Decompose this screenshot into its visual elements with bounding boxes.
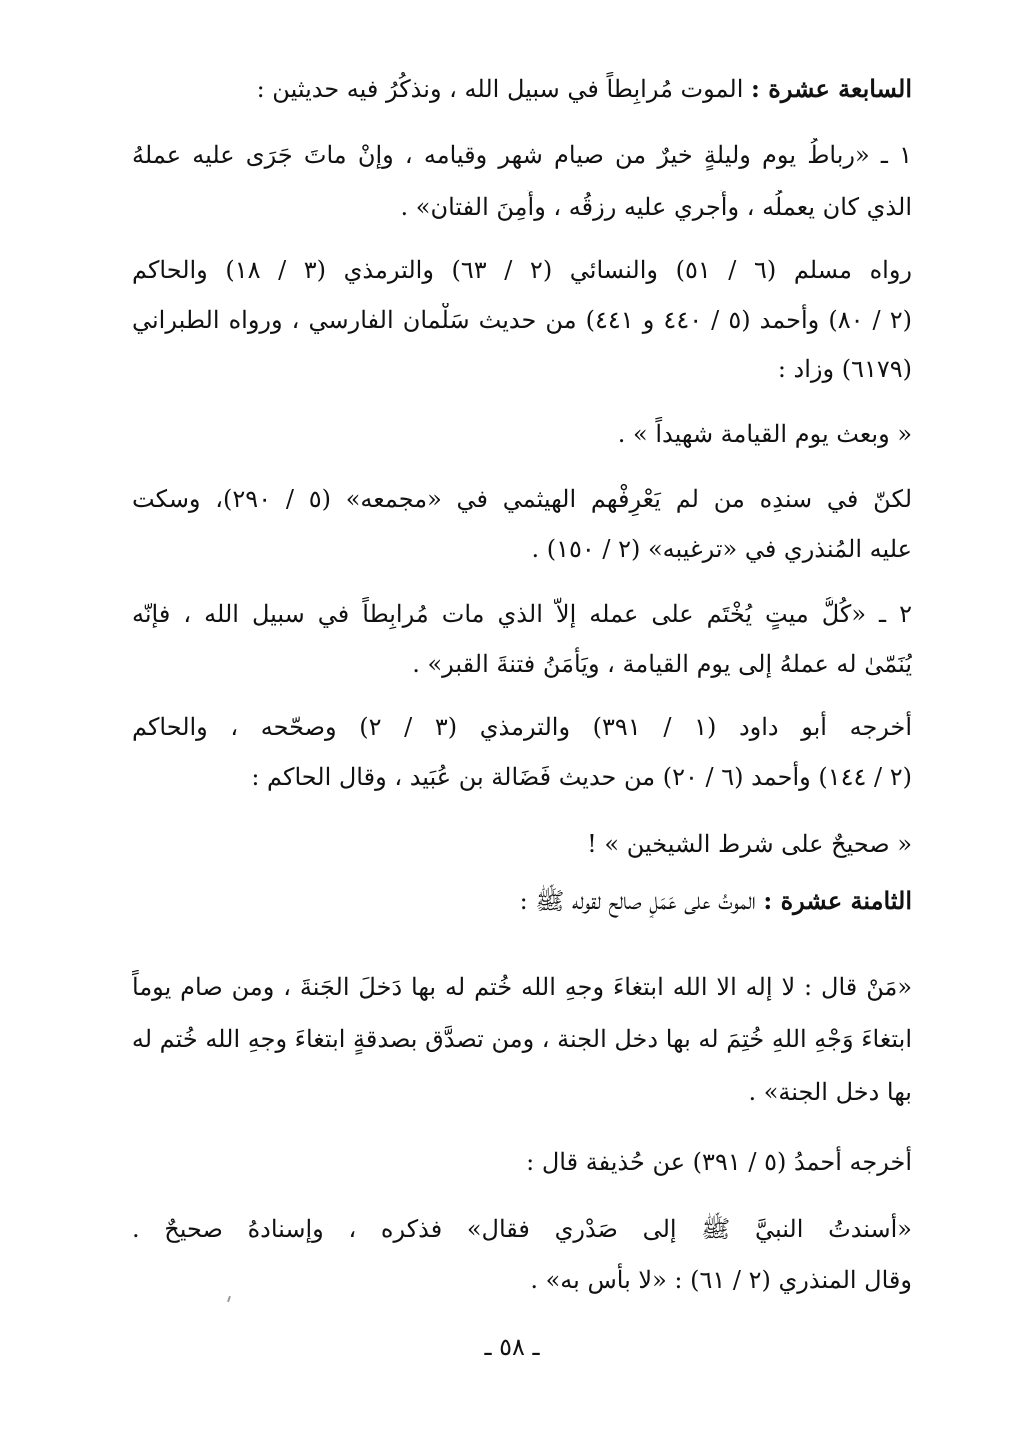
takhrij-1-line-2: (٢ / ٨٠) وأحمد (٥ / ٤٤٠ و ٤٤١) من حديث سَلْمان الفارسي ، ورواه الطبراني [132, 306, 912, 334]
print-speck [227, 1296, 231, 1302]
hadith-2-line-1: ٢ ـ «كُلُّ ميتٍ يُخْتَم على عمله إلاّ الذي مات مُرابِطاً في سبيل الله ، فإنّه [132, 600, 912, 628]
takhrij-2-line-2: (٢ / ١٤٤) وأحمد (٦ / ٢٠) من حديث فَضَالة بن عُبَيد ، وقال الحاكم : [251, 763, 912, 791]
hadith-2-line-2: يُنَمّىٰ له عملهُ إلى يوم القيامة ، ويَأْمَنُ فتنةَ القبر» . [412, 650, 912, 678]
note-1-line-2: عليه المُنذري في «ترغيبه» (٢ / ١٥٠) . [531, 535, 912, 563]
takhrij-3-line-3: وقال المنذري (٢ / ٦١) : «لا بأس به» . [530, 1266, 912, 1294]
hadith-3-line-2: ابتغاءَ وَجْهِ اللهِ خُتِمَ له بها دخل الجنة ، ومن تصدَّق بصدقةٍ ابتغاءَ وجهِ الله خُتم له [132, 1025, 912, 1053]
hadith-1-line-2: الذي كان يعملُه ، وأُجري عليه رزقُه ، وأَمِنَ الفتان» . [400, 193, 912, 221]
section-18-heading [132, 884, 912, 918]
takhrij-1-line-3: (٦١٧٩) وزاد : [777, 355, 912, 383]
takhrij-3-line-2: «أسندتُ النبيَّ ﷺ إلى صَدْري فقال» فذكره ، وإسنادهُ صحيحٌ . [132, 1215, 912, 1243]
section-17-heading [132, 72, 912, 106]
note-1-line-1: لكنّ في سندِه من لم يَعْرِفْهم الهيثمي في «مجمعه» (٥ / ٢٩٠)، وسكت [132, 485, 912, 513]
section-17-title: الموت مُرابِطاً في سبيل الله ، ونذكُرُ فيه حديثين : [256, 75, 744, 103]
hadith-3-line-3: بها دخل الجنة» . [748, 1078, 912, 1106]
hadith-3-line-1: «مَنْ قال : لا إله الا الله ابتغاءَ وجهِ الله خُتم له بها دَخلَ الجَنةَ ، ومن صام يوماً [132, 973, 912, 1001]
takhrij-2-line-1: أخرجه أبو داود (١ / ٣٩١) والترمذي (٣ / ٢) وصحّحه ، والحاكم [132, 713, 912, 741]
section-18-title: الموتُ على عَمَلٍ صالحٍ لقوله ﷺ : [519, 887, 756, 915]
takhrij-3-line-1: أخرجه أحمدُ (٥ / ٣٩١) عن حُذيفة قال : [526, 1148, 912, 1176]
addition-quote: « وبعث يوم القيامة شهيداً » . [617, 420, 912, 448]
hakim-verdict: « صحيحٌ على شرط الشيخين » ! [587, 830, 912, 858]
page-number: ـ ٥٨ ـ [484, 1333, 540, 1361]
takhrij-1-line-1: رواه مسلم (٦ / ٥١) والنسائي (٢ / ٦٣) والترمذي (٣ / ١٨) والحاكم [132, 256, 912, 284]
section-17-label: السابعة عشرة : [751, 74, 912, 103]
section-18-label: الثامنة عشرة : [763, 886, 912, 915]
hadith-1-line-1: ١ ـ «رباطُ يوم وليلةٍ خيرٌ من صيام شهر وقيامه ، وإنْ ماتَ جَرَى عليه عملهُ [132, 141, 912, 169]
